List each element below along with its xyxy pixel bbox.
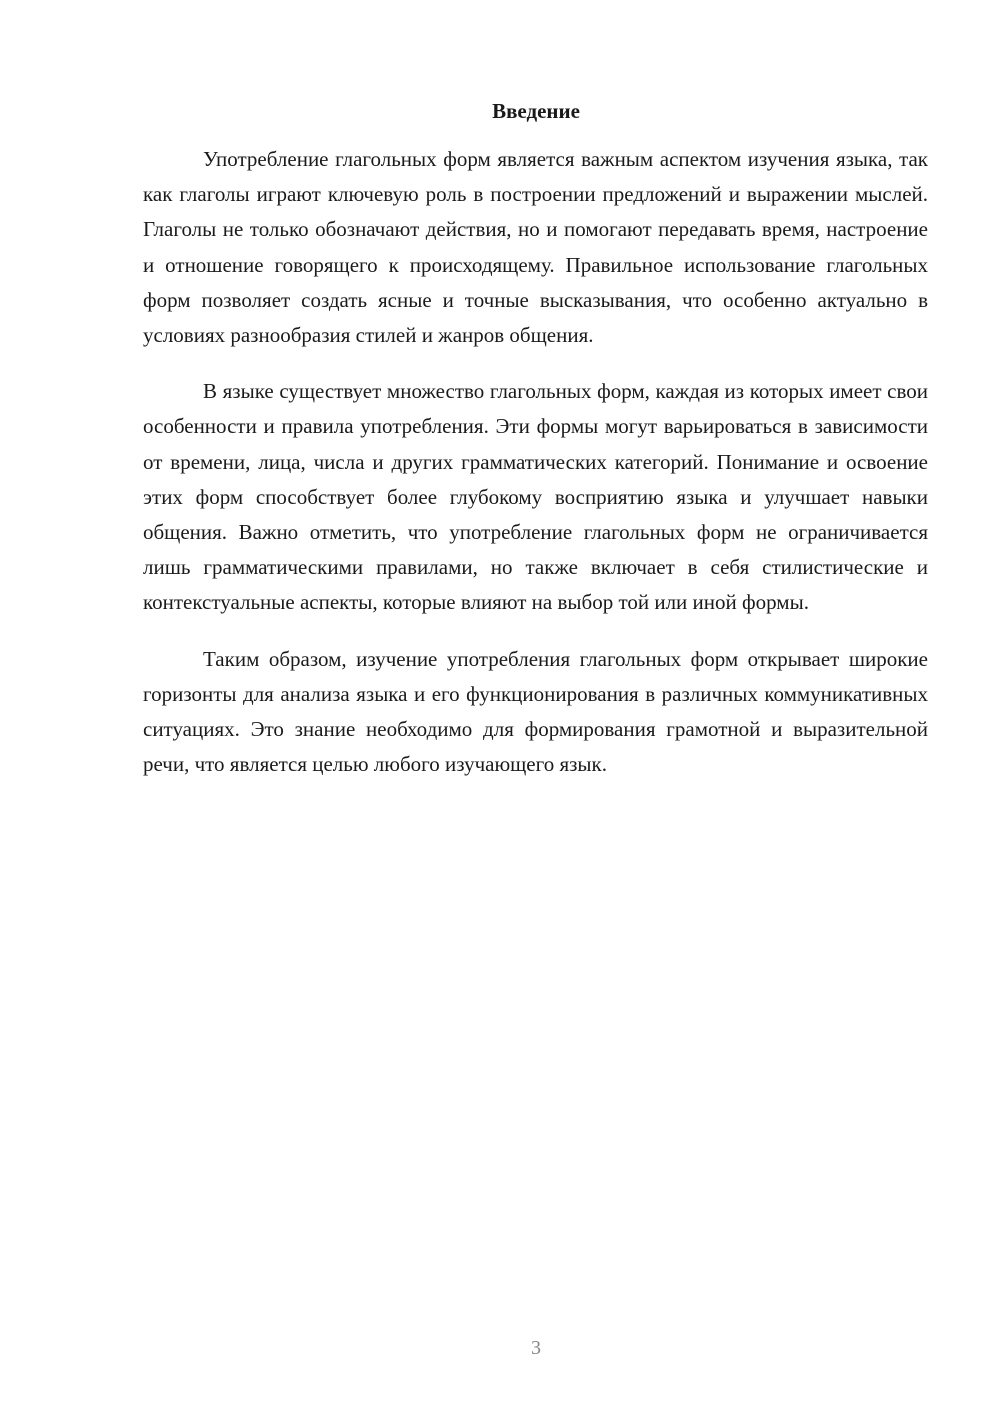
- paragraph-conclusion: Таким образом, изучение употребления глагольных форм открывает широкие горизонты для анализа языка и его функционирования в различных коммуникативных ситуациях. Это знание необходимо для формирования грамотной и выразительной речи, что является целью любого изучающего язык.: [143, 646, 928, 777]
- page-number: 3: [531, 1337, 541, 1359]
- paragraph-intro: Употребление глагольных форм является важным аспектом изучения языка, так как глаголы играют ключевую роль в построении предложений и выражении мыслей. Глаголы не только обозначают действия, но и помогают передавать время, настроение и отношение говорящего к происходящему. Правильное использование глагольных форм позволяет создать ясные и точные высказывания, что особенно актуально в условиях разнообразия стилей и жанров общения.: [143, 147, 928, 348]
- paragraph-verb-forms: В языке существует множество глагольных форм, каждая из которых имеет свои особенности и правила употребления. Эти формы могут варьироваться в зависимости от времени, лица, числа и других грамматических категорий. Понимание и освоение этих форм способствует более глубокому восприятию языка и улучшает навыки общения. Важно отметить, что употребление глагольных форм не ограничивается лишь грамматическими правилами, но также включает в себя стилистические и контекстуальные аспекты, которые влияют на выбор той или иной формы.: [143, 379, 928, 615]
- document-body: [143, 142, 928, 803]
- section-heading: Введение: [492, 99, 580, 123]
